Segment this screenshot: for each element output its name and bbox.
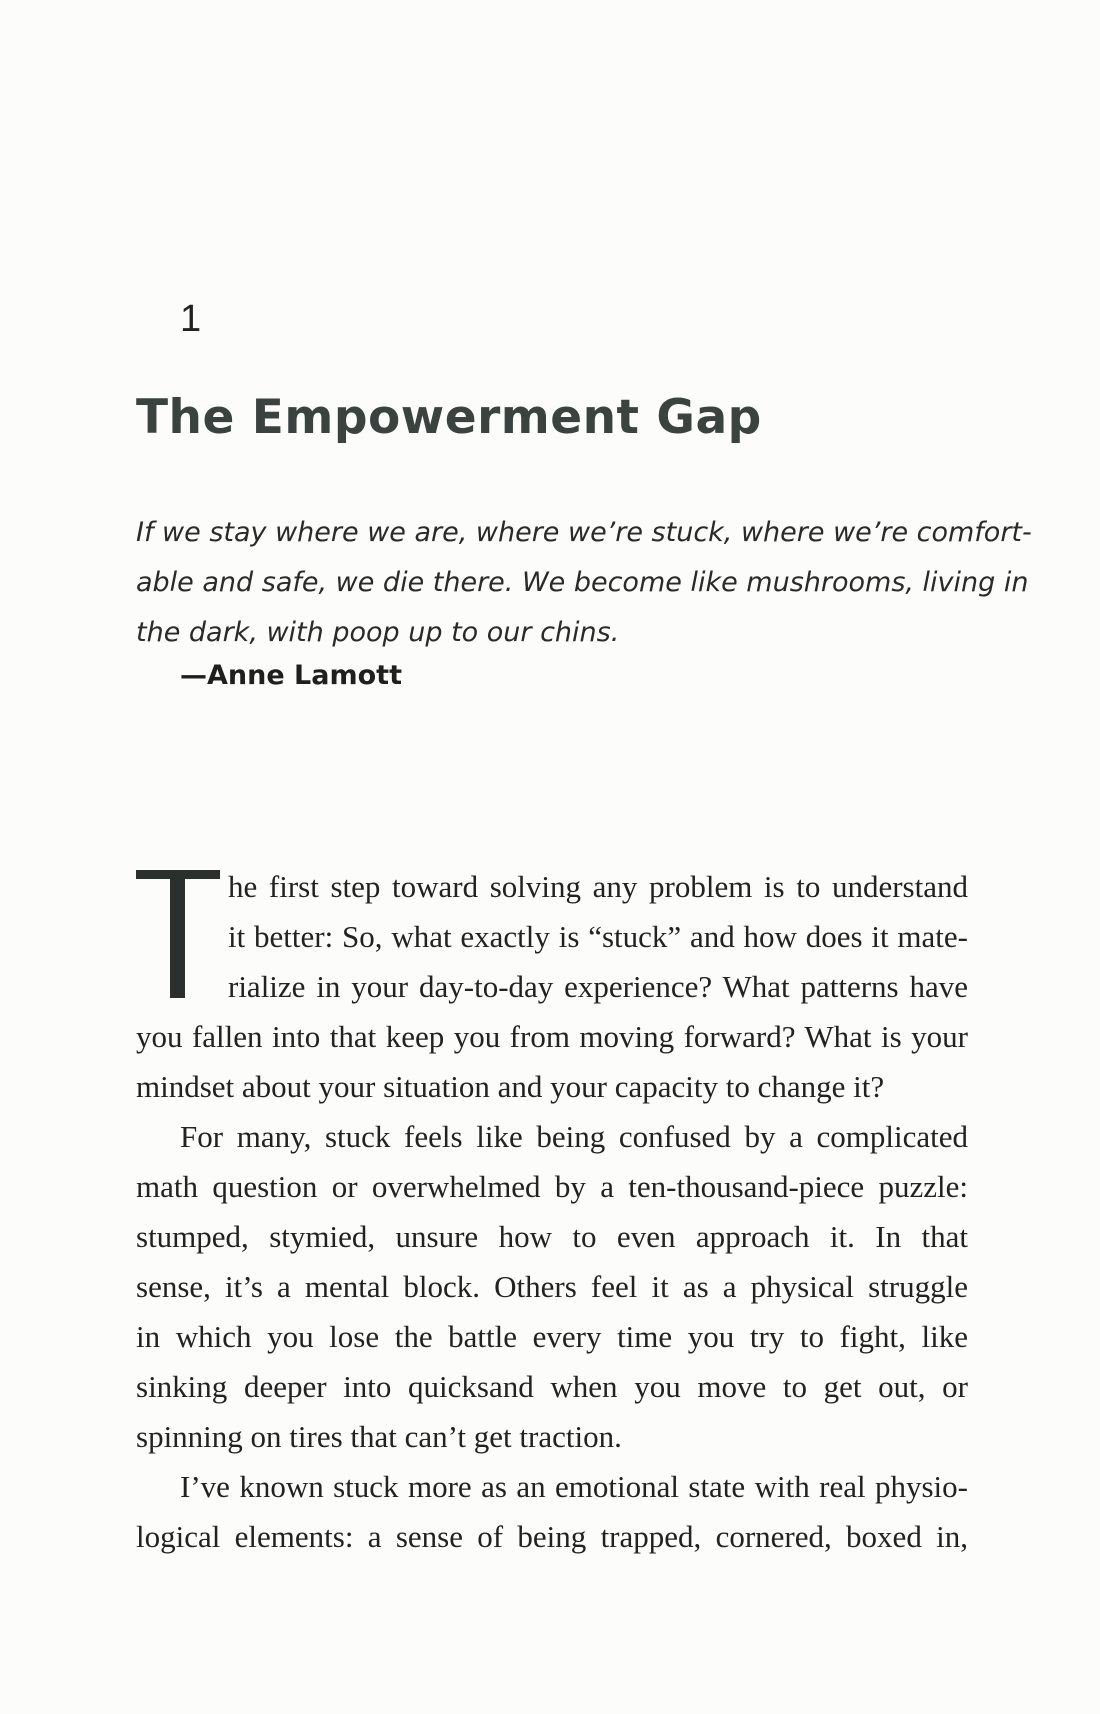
body-line: spinning on tires that can’t get traction. [136,1419,622,1454]
epigraph-line: able and safe, we die there. We become like mushrooms, living in [136,567,1029,598]
body-line: For many, stuck feels like being confused by a complicated [180,1119,968,1154]
chapter-number: 1 [180,298,202,340]
body-line: rialize in your day-to-day experience? What patterns have [228,969,968,1004]
body-line: sense, it’s a mental block. Others feel it as a physical struggle [136,1269,968,1304]
epigraph-line: the dark, with poop up to our chins. [136,617,620,648]
body-line: math question or overwhelmed by a ten-thousand-piece puzzle: [136,1169,968,1204]
body-line: I’ve known stuck more as an emotional state with real physio- [180,1469,968,1504]
chapter-title: The Empowerment Gap [136,390,762,445]
body-line: sinking deeper into quicksand when you move to get out, or [136,1369,968,1404]
body-line: stumped, stymied, unsure how to even approach it. In that [136,1219,968,1254]
body-line: in which you lose the battle every time you try to fight, like [136,1319,968,1354]
body-line: mindset about your situation and your capacity to change it? [136,1069,885,1104]
body-line: you fallen into that keep you from moving forward? What is your [136,1019,968,1054]
body-line: logical elements: a sense of being trapped, cornered, boxed in, [136,1519,968,1554]
body-line: it better: So, what exactly is “stuck” and how does it mate- [228,919,968,954]
body-text [136,862,968,1562]
epigraph-line: If we stay where we are, where we’re stuck, where we’re comfort- [136,517,1032,548]
body-line: he first step toward solving any problem is to understand [228,869,968,904]
epigraph-attribution: —Anne Lamott [180,660,402,691]
epigraph-quote [136,508,1032,658]
drop-cap-letter: T [136,870,137,871]
